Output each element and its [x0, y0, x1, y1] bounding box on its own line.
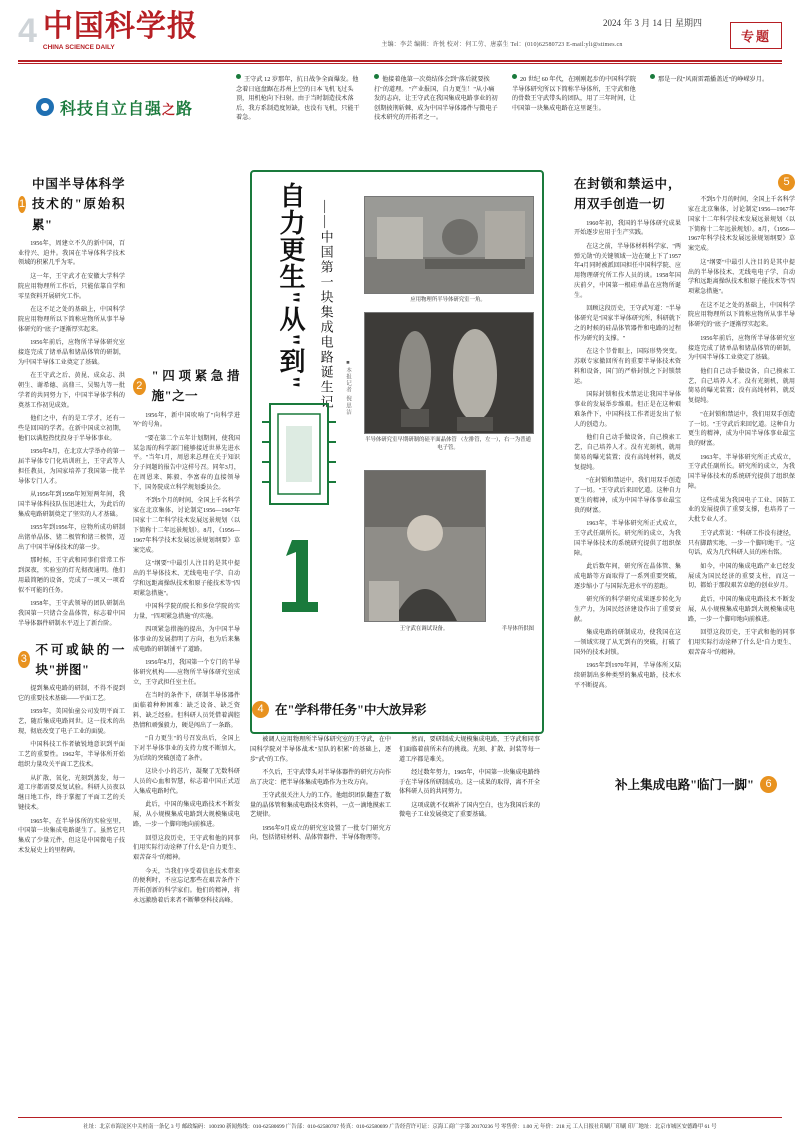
feature-subtitle: ——中国第一块集成电路诞生记 — [318, 200, 334, 410]
paragraph: 1955年到1956年，应物所成功研制出锗单晶体、锗二极管和锗三极管，迈出了中国半导体技术的第一步。 — [18, 525, 125, 551]
paragraph: 回顾这段历史，王守武写道："半导体研究是"国家半导体研究所，科研就下之的时候的硅晶体管器件和电路的过程作为研究的支撑。" — [574, 306, 681, 342]
paragraph: 不到5个月的时间，全国上千名科学家在北京集体，讨论制定1956—1967年国家十二年科学技术发展远景规划（以下简称十二年远景规划）。8月，《1956—1967年科学技术发展远景规划纲要》草案完成。 — [688, 197, 795, 253]
paragraph: 1963年，半导体研究所正式成立，王守武任副所长。研究所的成立，为我国半导体技术的系统研究提供了组织保障。 — [688, 454, 795, 491]
paragraph: 在这之前，半导体材料科学家、"两弹元勋"的关键领域一边在硬上下了1957年4月同时被派回国担任中国科学院、应用物理研究所工作人员的谈。1958年国庆前夕，中国第一根硅单晶在应物所诞生。 — [574, 243, 681, 300]
section-5-title: 在封锁和禁运中，用双手创造一切 — [574, 177, 681, 212]
section-6-number: 6 — [760, 776, 777, 793]
paragraph: 这"纲要"中最引人注目的是其中提出的半导体技术、无线电电子学、自动学和远距离操纵技术和原子能技术等"四项紧急措施"。 — [688, 259, 795, 296]
paragraph: 从1956年到1958年短短两年间，我国半导体科技队伍迅速壮大，为此后的集成电路研制奠定了坚实的人才基础。 — [18, 492, 125, 518]
paragraph: 1956年前后，应物所半导体研究室接连完成了锗单晶和锗晶体管的研制，为中国半导体工业奠定了基础。 — [18, 339, 125, 366]
paragraph: 中国科技工作者敏锐地意识到平面工艺的重要性。1962年，半导体所开始组织力量攻关平面工艺技术。 — [18, 742, 125, 769]
photo-credit: 半导体所供图 — [501, 626, 534, 632]
gear-icon — [36, 98, 54, 116]
paragraph: "在封锁和禁运中，我们用双手创造了一切。"王守武后来回忆道。这种自力更生的精神，成为中国半导体事业最宝贵的财富。 — [574, 478, 681, 514]
article-columns — [18, 170, 795, 1090]
divider-red-thin — [18, 63, 782, 64]
page-number: 4 — [18, 12, 37, 50]
paragraph: 这"纲要"中最引人注目的是其中提出的半导体技术、无线电电子学、自动学和远距离操纵技术和原子能技术等"四项紧急措施"。 — [133, 561, 240, 597]
top-banner — [18, 72, 782, 144]
paragraph: 这块小小的芯片，凝聚了无数科研人员的心血和智慧，标志着中国正式迈入集成电路时代。 — [133, 769, 240, 796]
photo-portrait-caption: 王守武在调试设备。 — [399, 626, 449, 632]
column-4 — [688, 170, 795, 662]
section-4-title: 在"学科带任务"中大放异彩 — [275, 703, 427, 717]
section-5-heading — [574, 174, 681, 215]
section-badge: 专题 — [730, 22, 782, 49]
column-2 — [133, 170, 240, 911]
bullet-icon — [650, 74, 655, 79]
paragraph: 1959年，美国仙童公司发明平面工艺，随后集成电路问世。这一技术的出现，彻底改变了电子工业的面貌。 — [18, 709, 125, 736]
paragraph: 此后，中国的集成电路技术不断发展，从小规模集成电路到大规模集成电路，一步一个脚印地向前推进。 — [688, 596, 795, 623]
paragraph: 如今，中国的集成电路产业已经发展成为国民经济的重要支柱，而这一切，都始于那段艰苦卓绝的创业岁月。 — [688, 563, 795, 590]
section-2-number: 2 — [133, 378, 146, 395]
paragraph: 1956年8月，在北京大学举办的第一届半导体专门化培训班上，王守武等人担任教员，为国家培养了我国第一批半导体专门人才。 — [18, 449, 125, 485]
paragraph: 不到5个月的时间，全国上千名科学家在北京集体，讨论制定1956—1967年国家十二年科学技术发展远景规划（以下简称十二年远景规划）。8月，《1956—1967年科学技术发展远景规划纲要》草案完成。 — [133, 498, 240, 554]
section-5-number-wrap — [688, 174, 795, 191]
paragraph: 这一年，王守武才在安徽大学科学院应用物理所工作后，只能依靠自学和零星资料开展研究工作。 — [18, 273, 125, 300]
section-3-number: 3 — [18, 651, 30, 668]
paragraph: 被调人应用物理所半导体研究室的王守武，在中国科学院对半导体战术"星队的积累"的基础上，逐步"武"的工作。 — [250, 737, 391, 763]
section-6-title: 补上集成电路"临门一脚" — [615, 778, 754, 792]
section-4-number: 4 — [252, 701, 269, 718]
paragraph: 此后，中国的集成电路技术不断发展，从小规模集成电路到大规模集成电路，一步一个脚印地向前推进。 — [133, 802, 240, 829]
section-1-title: 中国半导体科学技术的"原始积累" — [32, 177, 125, 232]
column-1 — [18, 170, 125, 860]
paragraph: 他们之中，有的是工学才，还有一些是回国的学者。在新中国成立初期，他们以满腔热忱投身于半导体事业。 — [18, 416, 125, 442]
feature-title: 自力更生"从"到" — [276, 182, 306, 391]
paragraph: 1965年到1970年间，半导体所又陆续研制出多种类型的集成电路，技术水平不断提高。 — [574, 663, 681, 689]
paragraph: 中国科学院的院长和多位学院的实力量，"四项紧急措施"的实施。 — [133, 603, 240, 620]
section-4-body — [250, 736, 540, 844]
section-5-number: 5 — [778, 174, 795, 191]
paragraph: 1956年8月，我国第一个专门的半导体研究机构——应物所半导体研究室成立，王守武担任室主任。 — [133, 660, 240, 686]
paragraph: 在当时的条件下，研制半导体器件面临着种种困难：缺乏设备、缺乏资料、缺乏经验。但科研人员凭借着满腔热情和顽强毅力，硬是闯出了一条路。 — [133, 693, 240, 729]
photo-lab-caption: 应用物理所半导体研究室一角。 — [410, 297, 486, 303]
issue-date: 2024 年 3 月 14 日 星期四 — [602, 18, 702, 28]
paragraph: 1963年，半导体研究所正式成立，王守武任副所长。研究所的成立，为我国半导体技术的系统研究提供了组织保障。 — [574, 521, 681, 557]
paragraph: 1956年，新中国吹响了"向科学进军"的号角。 — [133, 412, 240, 429]
paragraph: 这些成果为我国电子工业、国防工业的发展提供了重要支撑，也培养了一大批专业人才。 — [688, 497, 795, 524]
masthead — [18, 0, 782, 52]
paragraph: 回望这段历史，王守武和他的同事们用实际行动诠释了什么是"自力更生、艰苦奋斗"的精神。 — [133, 835, 240, 862]
section-2-heading — [133, 366, 240, 407]
paragraph: 在这个节骨眼上，国际形势突变。苏联专家撤回所有的重要半导体技术资料和设备，国门的严格封锁之下封锁禁运。 — [574, 349, 681, 385]
paragraph: 今天，当我们享受着信息技术带来的便利时，不应忘记那些在艰苦条件下开拓创新的科学家们。他们的精神，将永远激励着后来者不断攀登科技高峰。 — [133, 868, 240, 905]
paragraph: 1958年，王守武领导的团队研制出我国第一只锗合金晶体管，标志着中国半导体器件研制水平迈上了新台阶。 — [18, 601, 125, 627]
paragraph: 1956年9月成立的研究室设置了一批专门研究方向，包括锗硅材料、晶体管器件、半导体物理等。 — [250, 825, 391, 842]
paragraph: 他们自己动手做设备，自己摸索工艺，自己培养人才。没有光刻机，就用简易的曝光装置；没有高纯材料，就反复提纯。 — [688, 368, 795, 405]
paragraph: 他们自己动手做设备，自己摸索工艺，自己培养人才。没有光刻机，就用简易的曝光装置；没有高纯材料，就反复提纯。 — [574, 435, 681, 471]
paragraph: "在封锁和禁运中，我们用双手创造了一切。"王守武后来回忆道。这种自力更生的精神，成为中国半导体事业最宝贵的财富。 — [688, 411, 795, 448]
paragraph: 这项成就不仅填补了国内空白，也为我国后来的微电子工业发展奠定了重要基础。 — [399, 802, 540, 819]
paragraph: 此后数年间，研究所在晶体管、集成电路等方面取得了一系列重要突破，逐步缩小了与国际先进水平的差距。 — [574, 564, 681, 590]
banner-col-1: 王守武 12 岁那年，抗日战争全面爆发。他念着日寇盘踞在苏州上空的日本飞机飞过头顶，用机枪向下扫射。由于当时制造技术落后，我方系制造度短缺，也没有飞机，只能干着急。 — [236, 76, 360, 122]
paragraph: 国际封锁和技术禁运让我国半导体事业的发展举步维艰。但正是在这种艰难条件下，中国科技工作者迸发出了惊人的创造力。 — [574, 392, 681, 428]
paragraph: 在这不足之处的基础上，中国科学院应用物理所以下简称应物所从事半导体研究的"底子"逐渐厚实起来。 — [688, 302, 795, 329]
paragraph: 在这不足之处的基础上，中国科学院应用物理所以下简称应物所从事半导体研究的"底子"逐渐厚实起来。 — [18, 306, 125, 333]
series-title: 科技自立自强之路 — [60, 101, 194, 118]
section-3-title: 不可或缺的一块"拼图" — [35, 642, 125, 677]
bullet-icon — [512, 74, 517, 79]
paragraph: 王守武很关注人力的工作。他组织团队翻查了数量的晶体管和集成电路技术资料，一点一滴地摸索工艺规律。 — [250, 792, 391, 819]
paragraph: 在王守武之后、黄昆、成众志、洪朝生、谢希德、高鼎三、吴锡九等一批学者的共同努力下，中国半导体学科的奠基工作初见成效。 — [18, 373, 125, 409]
column-3 — [574, 170, 681, 695]
paragraph: 王守武常说："科研工作没有捷径，只有脚踏实地、一步一个脚印地干。"这句话，成为几代科研人员的座右铭。 — [688, 530, 795, 557]
paragraph: 1956年，周建立不久的新中国，百业待兴、迫井。我国在半导体科学技术领域的积累几乎为零。 — [18, 240, 125, 267]
paragraph: 1965年，在半导体所的实验室里，中国第一块集成电路诞生了。虽然它只集成了少量元件，但这是中国微电子技术发展史上的里程碑。 — [18, 818, 125, 855]
section-6-heading — [556, 775, 777, 793]
paragraph: 不久后，王守武带头对半导体器件的研究方向作出了决定：把半导体集成电路作为主攻方向。 — [250, 769, 391, 786]
section-2-title: "四项紧急措施"之一 — [151, 369, 240, 404]
paragraph: 然而，要研制成大规模集成电路，王守武和同事们面临着前所未有的挑战。光刻、扩散、封装等每一道工序都是难关。 — [399, 737, 540, 763]
paragraph: 从扩散、氧化、光刻到蒸发，每一道工序都需要反复试验。科研人员夜以继日地工作，终于掌握了平面工艺的关键技术。 — [18, 775, 125, 812]
banner-col-3: 20 世纪 60 年代，在刚刚起步的中国科学院半导体研究所以下简称半导体所，王守武和他的骨数王守武带头的团队，用了三年时间，让中国第一块集成电路在这里诞生。 — [512, 76, 637, 112]
bullet-icon — [374, 74, 379, 79]
paragraph: 那时候，王守武和同事们常常工作到深夜，实验室的灯光彻夜通明。他们用最简陋的设备，完成了一项又一项看似不可能的任务。 — [18, 558, 125, 594]
section-4-heading — [252, 700, 426, 718]
paragraph: 提到集成电路的研制，不得不提到它的重要技术基础——平面工艺。 — [18, 686, 125, 703]
banner-col-2: 他接着他第一次奠结体会到"落后就要挨打"的道理。 "产业报国，自力更生！"从小痛发的志向，让王守武在我国集成电路事业的初创期披荆斩棘，成为中国半导体器件与微电子技术研究的开拓者之一。 — [374, 76, 498, 122]
bullet-icon — [236, 74, 241, 79]
footer-line: 社址：北京市海淀区中关村南一条亿 3 号 邮政编码：100190 新闻热线：010-62580699 广告部：010-62580707 传真：010-62580699 广告经营许可证：京海工商广字第 20170236 号 零售价：1.00 元 年价：218 元 工人日报社印刷厂印刷 印厂地址：北京市城区安德路甲 61 号 — [83, 1124, 717, 1130]
banner-lead-text — [230, 72, 782, 144]
series-logo — [18, 72, 230, 144]
paragraph: 研究所的科学研究成果逐步转化为生产力，为国民经济建设作出了重要贡献。 — [574, 597, 681, 623]
section-3-heading — [18, 640, 125, 681]
divider-red-thick — [18, 60, 782, 62]
paragraph: "自力更生"的号召发出后，全国上下对半导体事业的支持力度不断加大，为后续的突破创造了条件。 — [133, 736, 240, 762]
photo-tubes-caption: 半导体研究室早期研制的硅平面晶体管 （左排管，左一），右一为普通电子管。 — [365, 437, 531, 452]
paragraph: 1960年初，我国的半导体研究成果开始逐步应用于生产实践。 — [574, 220, 681, 237]
paragraph: 四项紧急措施的提出，为中国半导体事业的发展指明了方向，也为后来集成电路的研制铺平了道路。 — [133, 627, 240, 653]
feature-byline: ■本报记者 倪思洁 — [345, 360, 351, 416]
paper-title: 中国科学报 CHINA SCIENCE DAILY — [42, 10, 198, 51]
editor-credits: 主编：李芸 编辑：许悦 校对：何工劳、唐嘉生 Tel：(010)62580723 E-mail:yli@stimes.cn — [381, 42, 623, 48]
paragraph: 1956年前后，应物所半导体研究室接连完成了锗单晶和锗晶体管的研制，为中国半导体工业奠定了基础。 — [688, 335, 795, 362]
paragraph: "要在第二个五年计划期间，使我国某急需的科学部门能够接近世界先进水平。"当年1月，周恩来总理在关于知识分子问题的报告中这样号召。同年3月，在周恩来、陈毅、李富春的直接领导下，国务院成立科学规划委员会。 — [133, 435, 240, 492]
paper-title-sub: CHINA SCIENCE DAILY — [42, 44, 115, 51]
page-footer — [18, 1117, 782, 1130]
paragraph: 经过数年努力，1965年，中国第一块集成电路终于在半导体所研制成功。这一成果的取得，离不开全体科研人员的共同努力。 — [399, 769, 540, 796]
section-1-heading — [18, 174, 125, 235]
section-1-number: 1 — [18, 196, 26, 213]
paragraph: 回望这段历史，王守武和他的同事们用实际行动诠释了什么是"自力更生、艰苦奋斗"的精神。 — [688, 629, 795, 656]
banner-col-4: 那是一段"风雨雷霜播盖近"的峥嵘岁月。 — [644, 74, 782, 144]
paragraph: 集成电路的研制成功，使我国在这一领域实现了从无到有的突破，打破了国外的技术封锁。 — [574, 630, 681, 656]
